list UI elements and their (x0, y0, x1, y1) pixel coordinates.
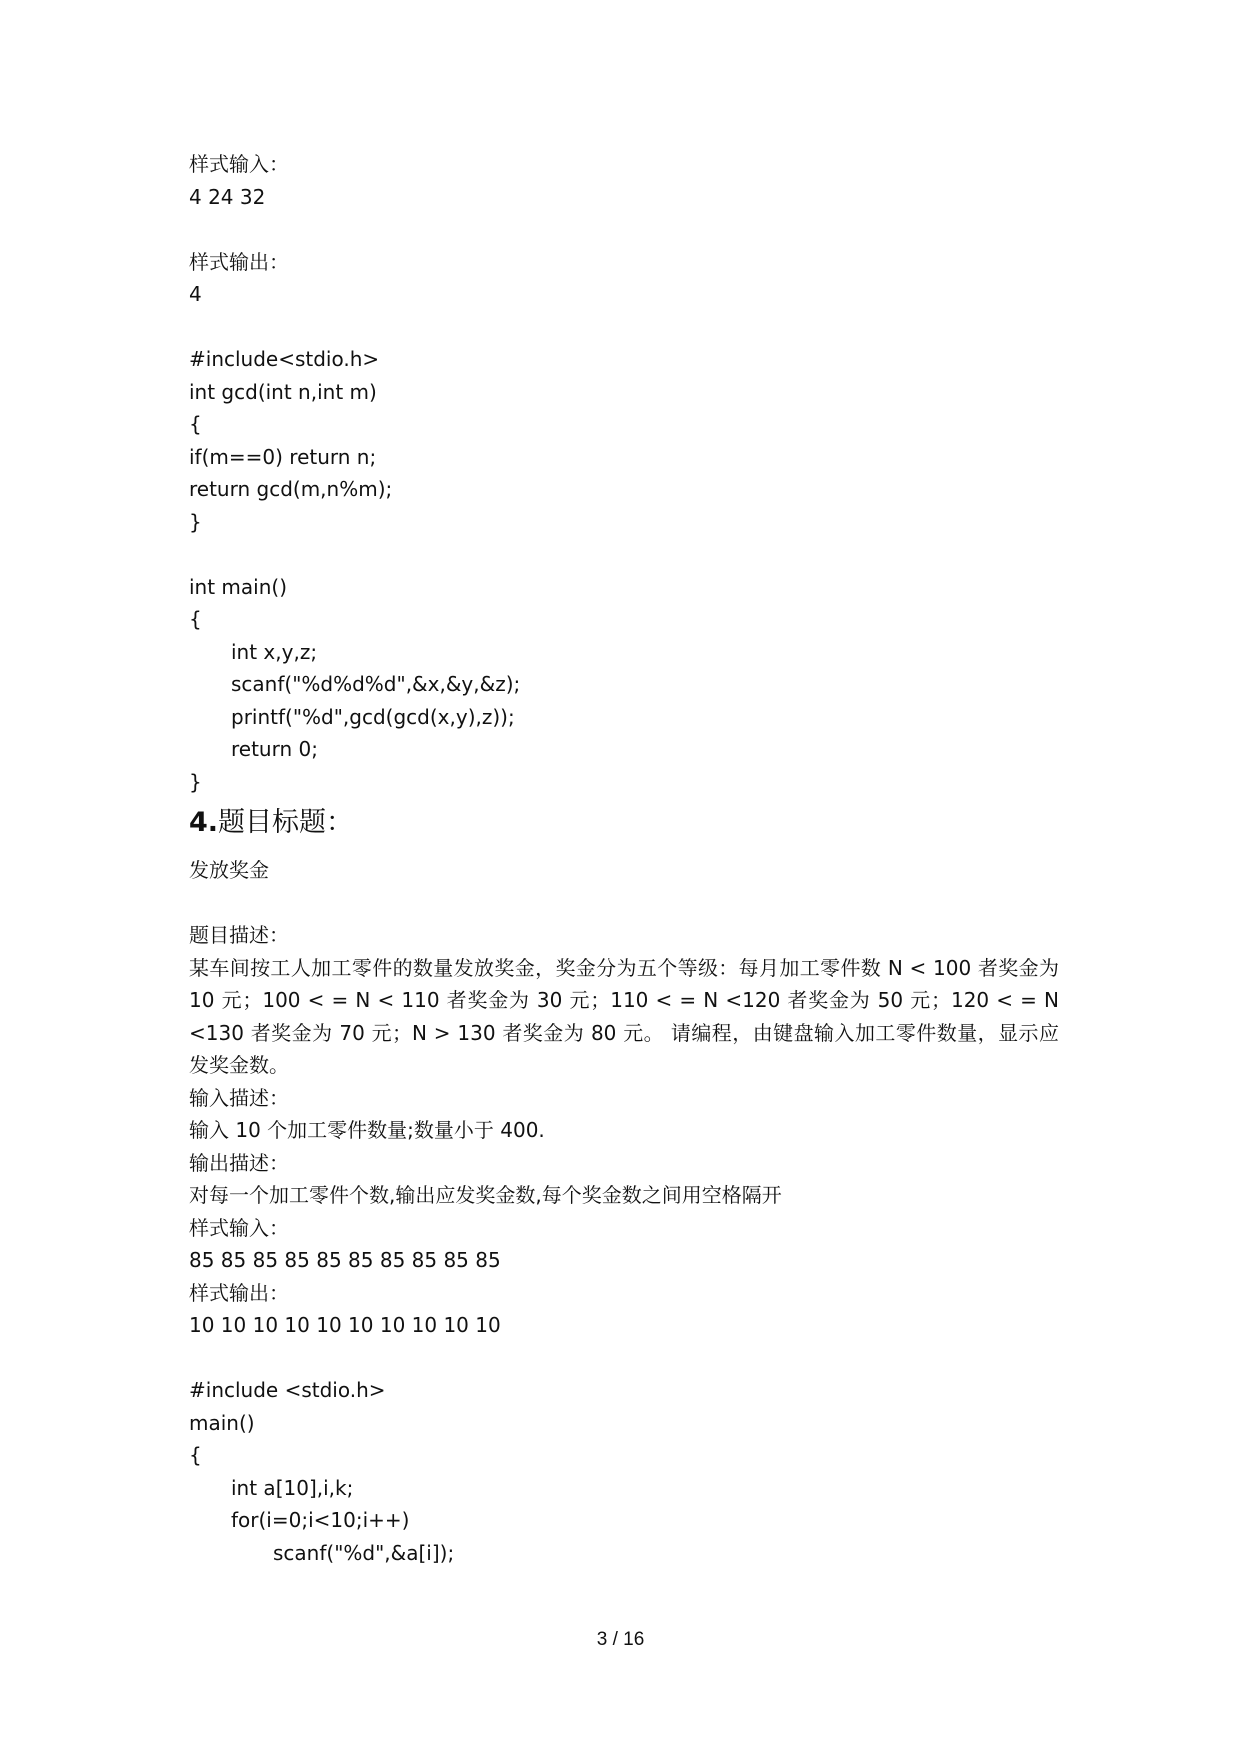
output-desc-text: 对每一个加工零件个数,输出应发奖金数,每个奖金数之间用空格隔开 (189, 1183, 782, 1207)
code-line: { (189, 412, 202, 436)
section-heading (189, 798, 1069, 848)
sample-output-label: 样式输出： (189, 249, 289, 274)
code-line: if(m==0) return n; (189, 444, 377, 469)
code-line: scanf("%d%d%d",&x,&y,&z); (231, 672, 521, 696)
output-desc-label: 输出描述： (189, 1150, 289, 1175)
code-line: for(i=0;i<10;i++) (231, 1508, 410, 1532)
code-block-bonus (189, 1374, 1069, 1569)
code-line: int main() (189, 574, 288, 599)
code-line: #include <stdio.h> (189, 1378, 386, 1402)
spacer (189, 887, 1069, 920)
heading-number: 4. (189, 807, 219, 838)
code-line: main() (189, 1410, 255, 1435)
code-line: { (189, 607, 202, 631)
sample-output-value: 10 10 10 10 10 10 10 10 10 10 (189, 1313, 501, 1337)
code-line: return gcd(m,n%m); (189, 477, 393, 501)
input-desc-text: 输入 10 个加工零件数量;数量小于 400. (189, 1118, 545, 1142)
page-number: 3 / 16 (596, 1629, 645, 1650)
code-line: { (189, 1443, 202, 1467)
code-line: #include<stdio.h> (189, 347, 380, 371)
code-line: int x,y,z; (231, 639, 318, 664)
sample-output-value: 4 (189, 282, 202, 306)
code-line (189, 538, 1069, 571)
code-block-gcd (189, 343, 1069, 798)
code-line: int a[10],i,k; (231, 1475, 354, 1500)
spacer (189, 1342, 1069, 1375)
sample-input-value: 85 85 85 85 85 85 85 85 85 85 (189, 1248, 501, 1272)
input-desc-label: 输入描述： (189, 1085, 289, 1110)
problem-title: 发放奖金 (189, 858, 269, 882)
code-line: } (189, 509, 202, 534)
code-line: int gcd(int n,int m) (189, 379, 377, 404)
spacer (189, 311, 1069, 344)
code-line: } (189, 769, 202, 794)
sample-input-label: 样式输入： (189, 1215, 289, 1240)
code-line: scanf("%d",&a[i]); (273, 1540, 455, 1565)
page-content (189, 148, 1069, 1569)
sample-output-label: 样式输出： (189, 1280, 289, 1305)
code-line: printf("%d",gcd(gcd(x,y),z)); (231, 704, 515, 729)
description-label: 题目描述： (189, 923, 289, 947)
heading-text: 题目标题： (218, 807, 354, 838)
spacer (189, 213, 1069, 246)
code-line: return 0; (231, 737, 318, 761)
sample-input-value: 4 24 32 (189, 184, 266, 209)
sample-input-label: 样式输入： (189, 152, 289, 176)
description-text: 某车间按工人加工零件的数量发放奖金，奖金分为五个等级：每月加工零件数 N < 100 者奖金为 10 元；100 < = N < 110 者奖金为 30 元；110 < = N <120 者奖金为 50 元；120 < = N <130 者奖金为 70 元；N > 130 者奖金为 80 元。 请编程，由键盘输入加工零件数量，显示应发奖金数。 (189, 955, 1059, 1077)
